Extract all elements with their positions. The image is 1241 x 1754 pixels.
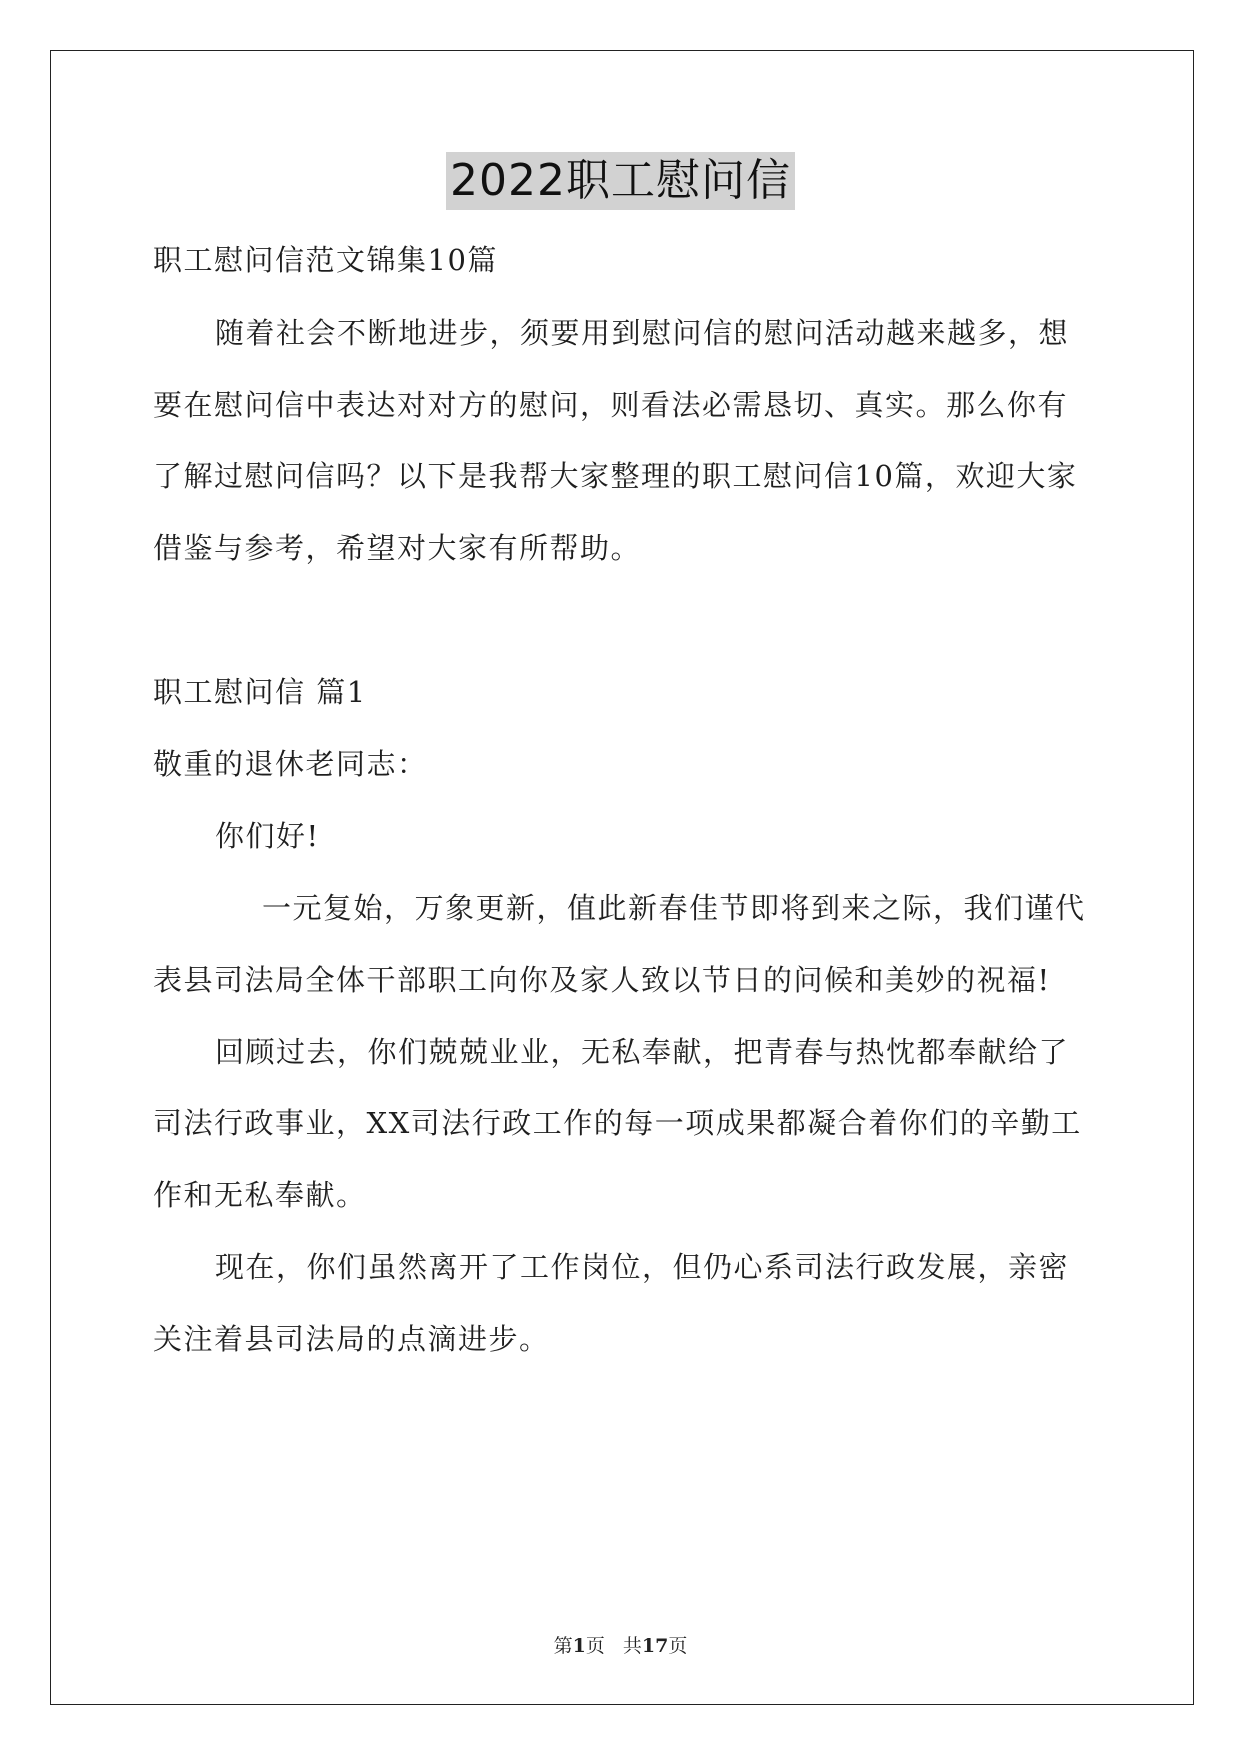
body-line: 关注着县司法局的点滴进步。 (153, 1322, 550, 1356)
body-line: 回顾过去，你们兢兢业业，无私奉献，把青春与热忱都奉献给了 (215, 1035, 1070, 1069)
intro-line: 要在慰问信中表达对对方的慰问，则看法必需恳切、真实。那么你有 (153, 388, 1069, 422)
page-border (50, 50, 1194, 1705)
page-prefix: 第 (553, 1635, 573, 1657)
body-line: 一元复始，万象更新，值此新春佳节即将到来之际，我们谨代 (262, 891, 1086, 925)
total-prefix: 共 (622, 1635, 642, 1657)
document-subtitle: 职工慰问信范文锦集10篇 (153, 243, 498, 277)
page-footer (0, 1631, 1241, 1658)
salutation: 敬重的退休老同志： (153, 747, 428, 781)
intro-line: 随着社会不断地进步，须要用到慰问信的慰问活动越来越多，想 (215, 316, 1070, 350)
body-line: 作和无私奉献。 (153, 1178, 367, 1212)
body-line: 司法行政事业，XX司法行政工作的每一项成果都凝合着你们的辛勤工 (153, 1106, 1082, 1140)
title-container (0, 152, 1241, 210)
greeting: 你们好! (215, 819, 320, 853)
body-line: 表县司法局全体干部职工向你及家人致以节日的问候和美妙的祝福! (153, 963, 1051, 997)
body-line: 现在，你们虽然离开了工作岗位，但仍心系司法行政发展，亲密 (215, 1250, 1070, 1284)
total-pages: 17 (641, 1635, 669, 1657)
intro-line: 借鉴与参考，希望对大家有所帮助。 (153, 531, 642, 565)
total-suffix: 页 (668, 1635, 688, 1657)
document-title: 2022职工慰问信 (446, 152, 795, 210)
section-heading: 职工慰问信 篇1 (153, 675, 367, 709)
page-number: 1 (572, 1635, 586, 1657)
intro-line: 了解过慰问信吗？以下是我帮大家整理的职工慰问信10篇，欢迎大家 (153, 459, 1078, 493)
page-suffix: 页 (585, 1635, 605, 1657)
